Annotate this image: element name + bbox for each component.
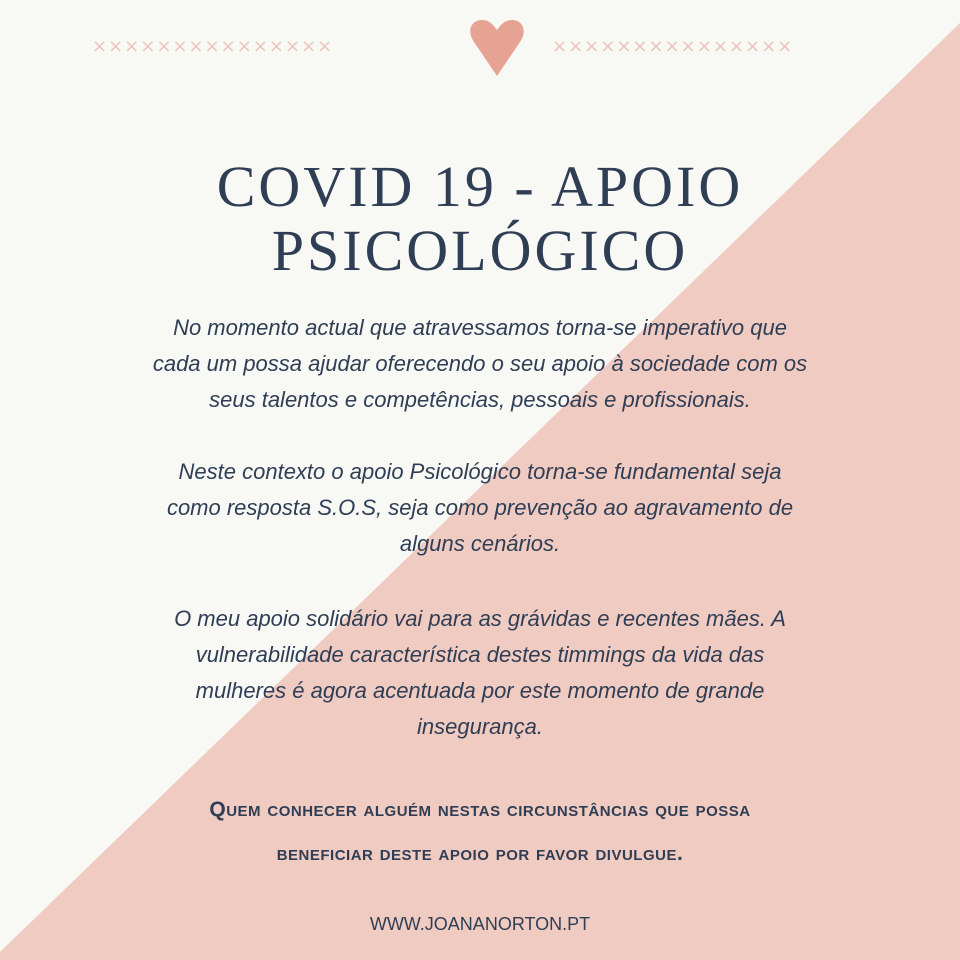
text-line: O meu apoio solidário vai para as grávidas e recentes mães. A bbox=[174, 606, 786, 631]
text-line: cada um possa ajudar oferecendo o seu apoio à sociedade com os bbox=[152, 351, 808, 376]
title-line: PSICOLÓGICO bbox=[271, 218, 689, 283]
text-line: como resposta S.O.S, seja como prevenção ao agravamento de bbox=[166, 495, 794, 520]
heart-icon bbox=[462, 18, 532, 78]
crosses-left: ××××××××××××××× bbox=[92, 36, 334, 57]
paragraph-1 bbox=[0, 310, 960, 418]
title-line: COVID 19 - APOIO bbox=[216, 154, 744, 219]
text-line: seus talentos e competências, pessoais e profissionais. bbox=[209, 387, 751, 412]
text-line: alguns cenários. bbox=[399, 531, 561, 556]
text-line: beneficiar deste apoio por favor divulgue. bbox=[276, 842, 684, 865]
text-line: No momento actual que atravessamos torna-se imperativo que bbox=[173, 315, 787, 340]
call-to-action bbox=[0, 788, 960, 876]
text-line: vulnerabilidade característica destes timmings da vida das bbox=[195, 642, 765, 667]
text-line: mulheres é agora acentuada por este momento de grande bbox=[195, 678, 765, 703]
website-link[interactable]: WWW.JOANANORTON.PT bbox=[369, 914, 591, 934]
text-line: Neste contexto o apoio Psicológico torna-se fundamental seja bbox=[178, 459, 782, 484]
text-line: Quem conhecer alguém nestas circunstâncias que possa bbox=[209, 798, 751, 821]
paragraph-2 bbox=[0, 454, 960, 562]
page-title bbox=[0, 155, 960, 283]
crosses-right: ××××××××××××××× bbox=[552, 36, 794, 57]
text-line: insegurança. bbox=[417, 714, 543, 739]
paragraph-3 bbox=[0, 601, 960, 745]
